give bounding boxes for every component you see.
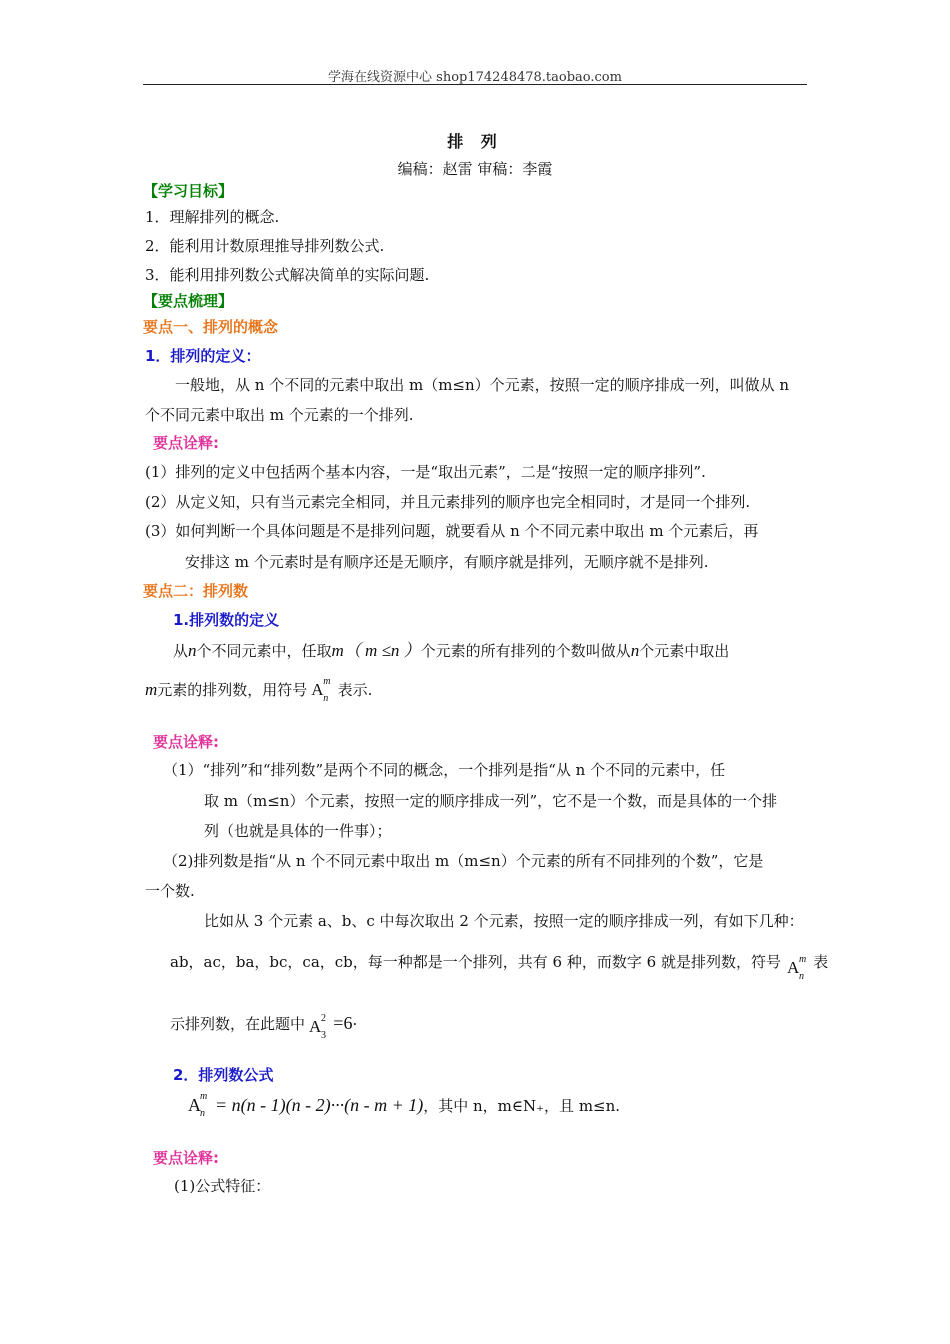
point1-heading: 要点一、排列的概念 [143, 318, 279, 336]
point2-subheading: 1.排列数的定义 [173, 611, 280, 629]
permutation-symbol [311, 676, 331, 704]
example-line [170, 1013, 358, 1041]
formula-subheading: 2．排列数公式 [173, 1066, 274, 1084]
permutation-symbol [786, 954, 807, 982]
var-n: n [630, 641, 640, 660]
point1-subheading: 1．排列的定义： [145, 347, 261, 365]
symbol-base: A [311, 680, 324, 699]
note-item: （1）“排列”和“排列数”是两个不同的概念，一个排列是指“从 n 个不同的元素中，任 [163, 761, 726, 779]
formula-line [188, 1091, 621, 1119]
symbol-base: A [309, 1017, 322, 1036]
goal-item: 2．能利用计数原理推导排列数公式. [145, 237, 385, 255]
note-item: 安排这 m 个元素时是有顺序还是无顺序，有顺序就是排列，无顺序就不是排列. [185, 553, 709, 571]
note-item: (3）如何判断一个具体问题是不是排列问题，就要看从 n 个不同元素中取出 m 个元素后，再 [145, 522, 759, 540]
count-definition-line2 [145, 676, 373, 704]
text: 个元素的所有排列的个数叫做从 [420, 642, 631, 660]
header-rule [143, 84, 807, 85]
symbol-sup: m [200, 1091, 208, 1102]
note-item: 一个数. [145, 882, 195, 900]
page-header: 学海在线资源中心 shop174248478.taobao.com [328, 70, 622, 85]
example-line: 比如从 3 个元素 a、b、c 中每次取出 2 个元素，按照一定的顺序排成一列，有如下几种： [204, 912, 804, 930]
symbol-sub: n [798, 971, 804, 982]
text: ab，ac，ba，bc，ca，cb，每一种都是一个排列，共有 6 种，而数字 6 就是排列数，符号 [170, 953, 781, 971]
var-n: n [188, 641, 197, 660]
var-m: m [331, 641, 344, 660]
symbol-base: A [786, 958, 800, 977]
symbol-sup: m [798, 954, 807, 965]
formula-body: = n(n - 1)(n - 2)···(n - m + 1) [215, 1095, 424, 1115]
text: ，其中 n，m∈N₊，且 m≤n. [423, 1097, 621, 1115]
note-heading: 要点诠释: [153, 1149, 219, 1167]
note-item: (1)公式特征： [174, 1177, 271, 1195]
text: 示排列数，在此题中 [170, 1015, 306, 1033]
text: 个不同元素中，任取 [196, 642, 332, 660]
note-heading: 要点诠释: [153, 434, 219, 452]
symbol-sup: 2 [321, 1013, 327, 1024]
example-symbol [309, 1013, 327, 1041]
point2-heading: 要点二：排列数 [143, 582, 249, 600]
symbol-sup: m [323, 676, 331, 687]
goal-item: 1．理解排列的概念. [145, 208, 280, 226]
definition-line: 一般地，从 n 个不同的元素中取出 m（m≤n）个元素，按照一定的顺序排成一列，叫做从 n [175, 376, 790, 394]
goal-item: 3．能利用排列数公式解决简单的实际问题. [145, 266, 430, 284]
note-item: (2）从定义知，只有当元素完全相同，并且元素排列的顺序也完全相同时，才是同一个排列. [145, 493, 751, 511]
text: 个元素中取出 [639, 642, 730, 660]
note-item: 列（也就是具体的一件事）； [204, 822, 392, 840]
count-definition-line [173, 636, 729, 661]
page-title: 排 列 [447, 132, 503, 151]
var-m: m [145, 680, 158, 699]
symbol-base: A [188, 1095, 201, 1115]
text: · [352, 1015, 358, 1033]
text: 表 [813, 953, 829, 971]
permutation-symbol [188, 1091, 208, 1119]
definition-line: 个不同元素中取出 m 个元素的一个排列. [145, 406, 414, 424]
symbol-sub: n [323, 693, 329, 704]
editors-line: 编稿：赵雷 审稿：李霞 [397, 160, 553, 178]
note-item: (1）排列的定义中包括两个基本内容，一是“取出元素”，二是“按照一定的顺序排列”. [145, 463, 706, 481]
symbol-sub: 3 [321, 1030, 327, 1041]
note-item: （2)排列数是指“从 n 个不同元素中取出 m（m≤n）个元素的所有不同排列的个数”，它是 [163, 852, 764, 870]
text: 表示. [337, 681, 373, 699]
note-heading: 要点诠释: [153, 733, 219, 751]
summary-heading: 【要点梳理】 [143, 292, 234, 310]
text: 从 [173, 642, 189, 660]
equals-value: =6 [333, 1013, 353, 1033]
text: 元素的排列数，用符号 [157, 681, 308, 699]
condition: （ m ≤n ） [343, 641, 421, 660]
example-line [170, 951, 829, 982]
note-item: 取 m（m≤n）个元素，按照一定的顺序排成一列”，它不是一个数，而是具体的一个排 [204, 792, 778, 810]
goals-heading: 【学习目标】 [143, 182, 234, 200]
symbol-sub: n [200, 1108, 205, 1119]
